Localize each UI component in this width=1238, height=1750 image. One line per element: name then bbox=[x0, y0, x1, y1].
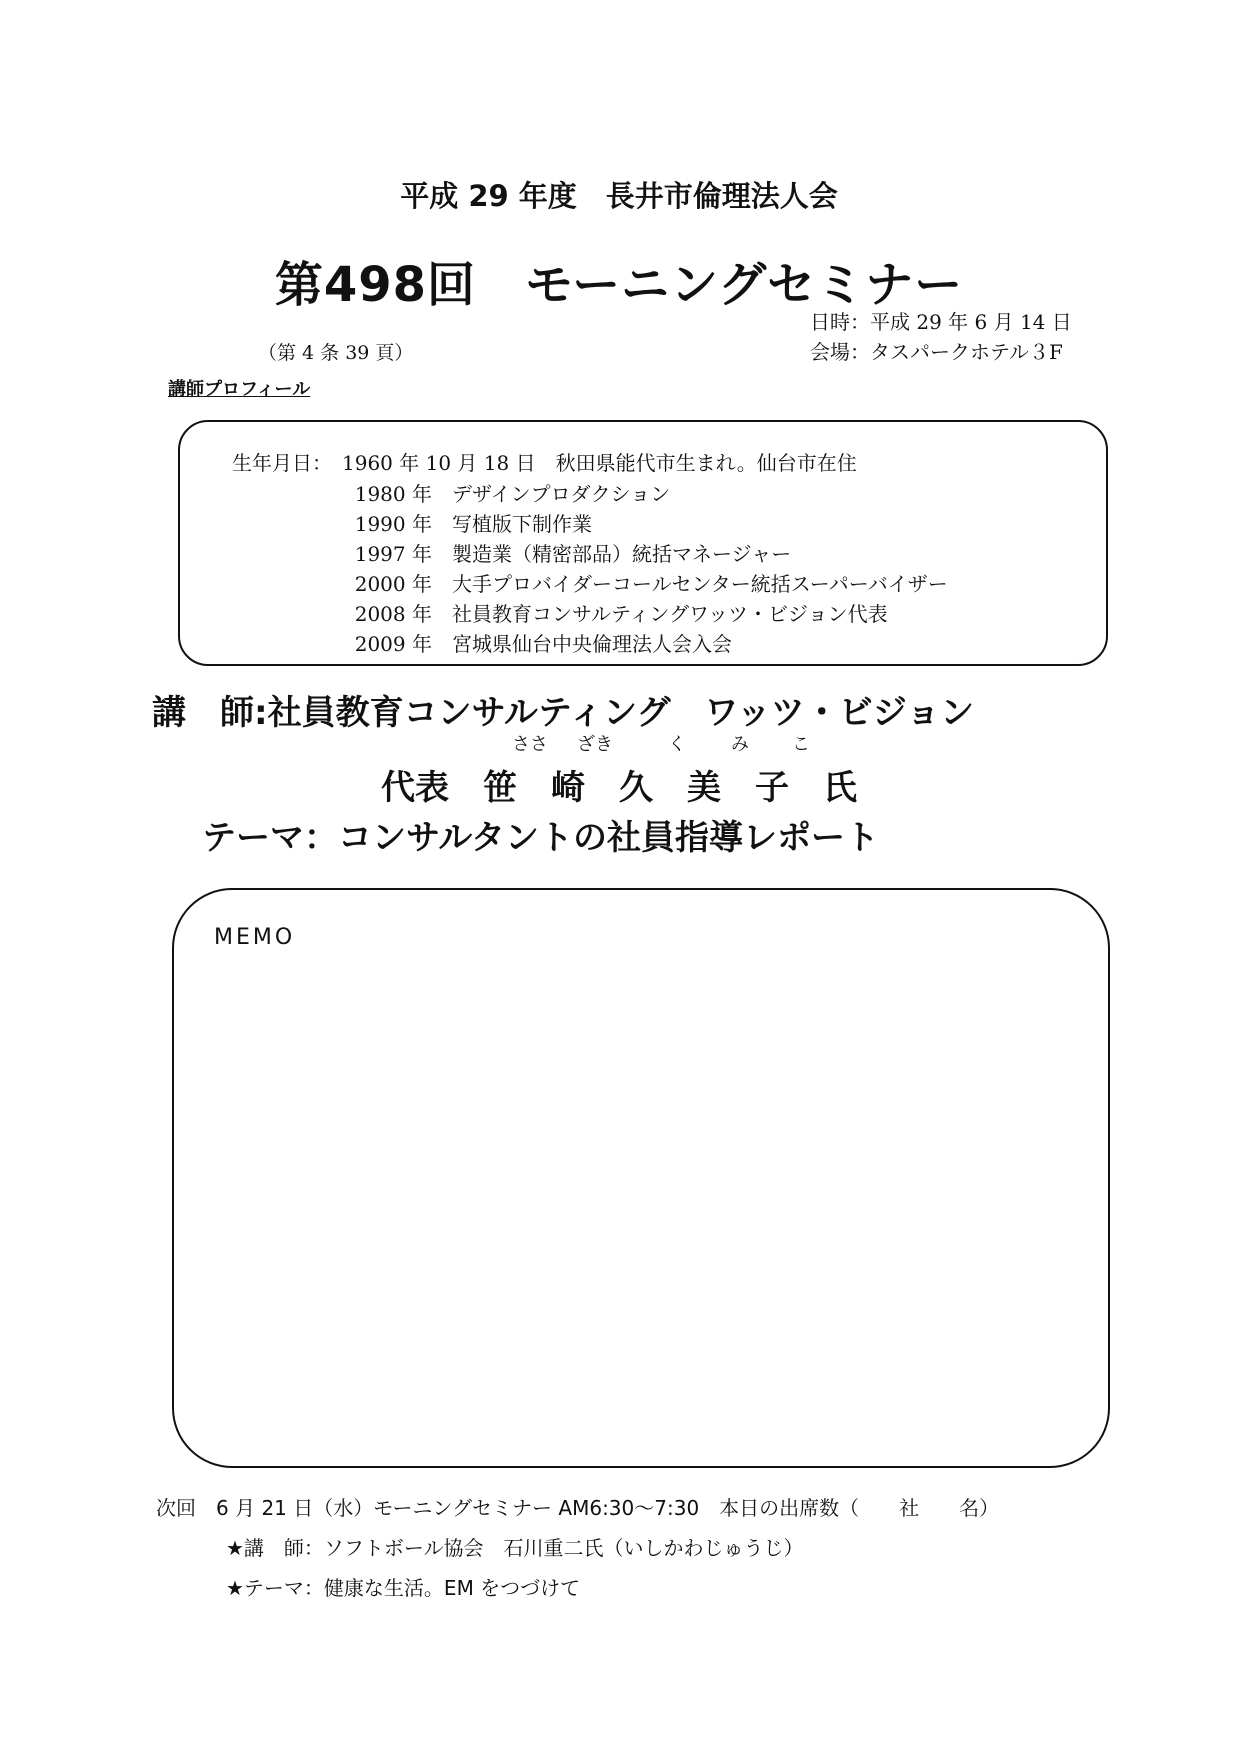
ruby-reading: く bbox=[668, 734, 686, 755]
profile-entry: デザインプロダクション bbox=[452, 482, 671, 506]
profile-year: 2000 年 bbox=[354, 572, 432, 596]
profile-heading: 講師プロフィール bbox=[168, 379, 311, 400]
profile-entry: 写植版下制作業 bbox=[452, 512, 592, 536]
ruby-reading: こ bbox=[792, 734, 810, 755]
ruby-reading: ささ bbox=[512, 734, 548, 755]
profile-year: 2008 年 bbox=[354, 602, 432, 626]
profile-year: 1980 年 bbox=[354, 482, 432, 506]
event-date: 日時：平成 29 年 6 月 14 日 bbox=[810, 310, 1072, 334]
birth-text: 1960 年 10 月 18 日 秋田県能代市生まれ。仙台市在住 bbox=[342, 451, 857, 475]
seminar-theme: テーマ：コンサルタントの社員指導レポート bbox=[202, 818, 879, 858]
memo-label: MEMO bbox=[214, 925, 296, 950]
next-theme: ★テーマ：健康な生活。EM をつづけて bbox=[226, 1576, 581, 1600]
event-subtitle: 平成 29 年度 長井市倫理法人会 bbox=[400, 179, 838, 213]
profile-entry: 宮城県仙台中央倫理法人会入会 bbox=[452, 632, 732, 656]
next-seminar: 次回 6 月 21 日（水）モーニングセミナー AM6:30～7:30 本日の出席数（ 社 名） bbox=[156, 1496, 1000, 1520]
page-title: 第498回 モーニングセミナー bbox=[274, 257, 964, 313]
next-speaker: ★講 師：ソフトボール協会 石川重二氏（いしかわじゅうじ） bbox=[226, 1536, 804, 1560]
memo-box bbox=[172, 888, 1110, 1468]
birth-label: 生年月日： bbox=[232, 451, 332, 475]
reference-note: （第 4 条 39 頁） bbox=[258, 342, 414, 364]
profile-entry: 大手プロバイダーコールセンター統括スーパーバイザー bbox=[452, 572, 948, 596]
speaker-name: 代表 笹 崎 久 美 子 氏 bbox=[381, 768, 857, 808]
profile-year: 1990 年 bbox=[354, 512, 432, 536]
profile-entry: 製造業（精密部品）統括マネージャー bbox=[452, 542, 792, 566]
profile-year: 1997 年 bbox=[354, 542, 432, 566]
ruby-reading: み bbox=[731, 734, 749, 755]
event-venue: 会場：タスパークホテル３F bbox=[810, 340, 1063, 364]
ruby-reading: ざき bbox=[577, 734, 613, 755]
speaker-line: 講 師:社員教育コンサルティング ワッツ・ビジョン bbox=[152, 693, 975, 733]
profile-entry: 社員教育コンサルティングワッツ・ビジョン代表 bbox=[452, 602, 888, 626]
profile-year: 2009 年 bbox=[354, 632, 432, 656]
